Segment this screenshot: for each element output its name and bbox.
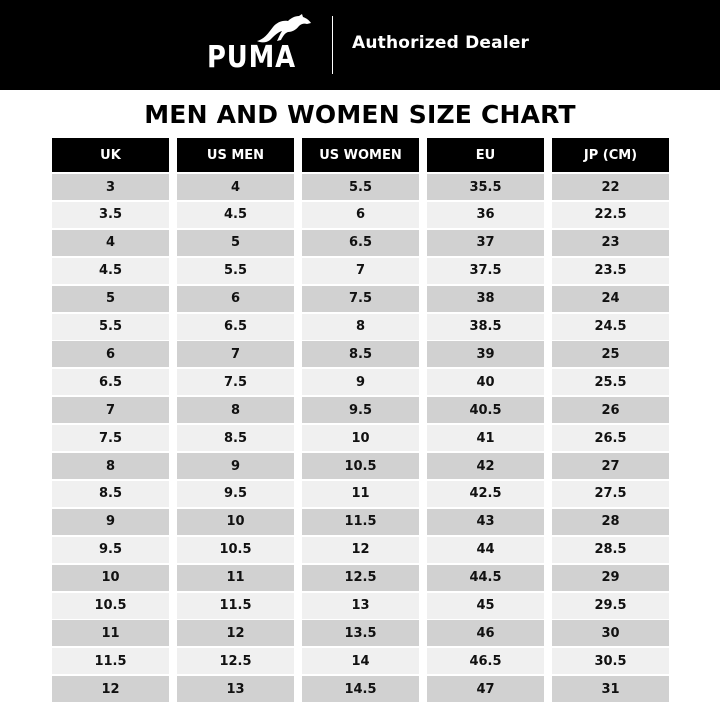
size-cell-eu: 38	[427, 286, 544, 312]
column-header-uk: UK	[52, 138, 169, 172]
size-cell-jp-cm: 22	[552, 174, 669, 200]
size-cell-uk: 8.5	[52, 481, 169, 507]
authorized-dealer-label: Authorized Dealer	[352, 33, 530, 53]
size-cell-jp-cm: 28.5	[552, 537, 669, 563]
size-cell-us-women: 7.5	[302, 286, 419, 312]
size-cell-us-men: 5.5	[177, 258, 294, 284]
size-cell-uk: 6.5	[52, 369, 169, 395]
size-cell-jp-cm: 25	[552, 341, 669, 367]
column-header-us-women: US WOMEN	[302, 138, 419, 172]
size-cell-eu: 36	[427, 202, 544, 228]
size-cell-jp-cm: 30	[552, 620, 669, 646]
size-cell-eu: 40.5	[427, 397, 544, 423]
size-cell-eu: 37	[427, 230, 544, 256]
size-cell-jp-cm: 24.5	[552, 314, 669, 340]
size-cell-us-women: 9	[302, 369, 419, 395]
page-title: MEN AND WOMEN SIZE CHART	[144, 100, 576, 129]
size-cell-eu: 47	[427, 676, 544, 702]
size-cell-uk: 3.5	[52, 202, 169, 228]
size-cell-jp-cm: 27.5	[552, 481, 669, 507]
size-cell-uk: 6	[52, 341, 169, 367]
size-cell-eu: 46	[427, 620, 544, 646]
size-cell-us-women: 9.5	[302, 397, 419, 423]
size-cell-us-men: 6	[177, 286, 294, 312]
size-cell-us-women: 13	[302, 593, 419, 619]
size-cell-eu: 43	[427, 509, 544, 535]
size-cell-eu: 44.5	[427, 565, 544, 591]
size-cell-us-women: 10.5	[302, 453, 419, 479]
puma-wordmark: PUMA	[207, 40, 296, 75]
size-cell-eu: 40	[427, 369, 544, 395]
size-cell-us-men: 8	[177, 397, 294, 423]
size-cell-us-men: 10.5	[177, 537, 294, 563]
size-cell-uk: 8	[52, 453, 169, 479]
size-cell-us-men: 4	[177, 174, 294, 200]
size-cell-uk: 4.5	[52, 258, 169, 284]
size-cell-uk: 10.5	[52, 593, 169, 619]
size-cell-us-women: 6.5	[302, 230, 419, 256]
size-cell-uk: 11	[52, 620, 169, 646]
size-cell-eu: 45	[427, 593, 544, 619]
column-header-us-men: US MEN	[177, 138, 294, 172]
size-cell-eu: 37.5	[427, 258, 544, 284]
size-cell-uk: 3	[52, 174, 169, 200]
size-cell-us-men: 9.5	[177, 481, 294, 507]
size-cell-us-women: 14	[302, 648, 419, 674]
size-cell-us-men: 6.5	[177, 314, 294, 340]
size-cell-us-men: 5	[177, 230, 294, 256]
size-cell-us-men: 4.5	[177, 202, 294, 228]
size-cell-us-women: 13.5	[302, 620, 419, 646]
size-cell-jp-cm: 28	[552, 509, 669, 535]
size-cell-uk: 10	[52, 565, 169, 591]
size-cell-us-men: 9	[177, 453, 294, 479]
size-cell-uk: 9.5	[52, 537, 169, 563]
size-cell-us-men: 13	[177, 676, 294, 702]
size-cell-eu: 42	[427, 453, 544, 479]
column-header-jp-cm: JP (CM)	[552, 138, 669, 172]
size-cell-us-women: 8.5	[302, 341, 419, 367]
size-cell-us-women: 7	[302, 258, 419, 284]
size-cell-us-women: 5.5	[302, 174, 419, 200]
size-cell-us-women: 11	[302, 481, 419, 507]
header-bar	[0, 0, 720, 90]
size-cell-us-women: 8	[302, 314, 419, 340]
size-cell-jp-cm: 26	[552, 397, 669, 423]
size-cell-eu: 38.5	[427, 314, 544, 340]
size-cell-us-men: 8.5	[177, 425, 294, 451]
size-cell-eu: 35.5	[427, 174, 544, 200]
size-cell-eu: 44	[427, 537, 544, 563]
header-divider	[332, 16, 333, 74]
size-cell-jp-cm: 27	[552, 453, 669, 479]
size-cell-jp-cm: 22.5	[552, 202, 669, 228]
size-cell-uk: 7.5	[52, 425, 169, 451]
size-cell-eu: 39	[427, 341, 544, 367]
size-cell-jp-cm: 31	[552, 676, 669, 702]
puma-logo	[205, 14, 315, 76]
size-cell-uk: 12	[52, 676, 169, 702]
size-cell-jp-cm: 25.5	[552, 369, 669, 395]
size-cell-us-men: 10	[177, 509, 294, 535]
size-cell-us-men: 12.5	[177, 648, 294, 674]
size-cell-us-women: 12.5	[302, 565, 419, 591]
size-cell-jp-cm: 23	[552, 230, 669, 256]
size-cell-jp-cm: 26.5	[552, 425, 669, 451]
size-cell-us-men: 7	[177, 341, 294, 367]
size-cell-us-women: 6	[302, 202, 419, 228]
size-cell-eu: 41	[427, 425, 544, 451]
size-cell-jp-cm: 24	[552, 286, 669, 312]
size-cell-uk: 9	[52, 509, 169, 535]
size-cell-jp-cm: 30.5	[552, 648, 669, 674]
size-cell-us-men: 12	[177, 620, 294, 646]
size-cell-uk: 5.5	[52, 314, 169, 340]
size-cell-jp-cm: 29.5	[552, 593, 669, 619]
size-cell-us-men: 11	[177, 565, 294, 591]
size-cell-us-men: 7.5	[177, 369, 294, 395]
column-header-eu: EU	[427, 138, 544, 172]
size-cell-jp-cm: 29	[552, 565, 669, 591]
size-cell-us-women: 10	[302, 425, 419, 451]
size-cell-uk: 4	[52, 230, 169, 256]
size-cell-eu: 46.5	[427, 648, 544, 674]
size-cell-uk: 11.5	[52, 648, 169, 674]
size-cell-us-women: 14.5	[302, 676, 419, 702]
size-cell-uk: 7	[52, 397, 169, 423]
size-cell-us-women: 11.5	[302, 509, 419, 535]
size-cell-us-women: 12	[302, 537, 419, 563]
size-cell-us-men: 11.5	[177, 593, 294, 619]
size-cell-uk: 5	[52, 286, 169, 312]
size-cell-eu: 42.5	[427, 481, 544, 507]
size-cell-jp-cm: 23.5	[552, 258, 669, 284]
